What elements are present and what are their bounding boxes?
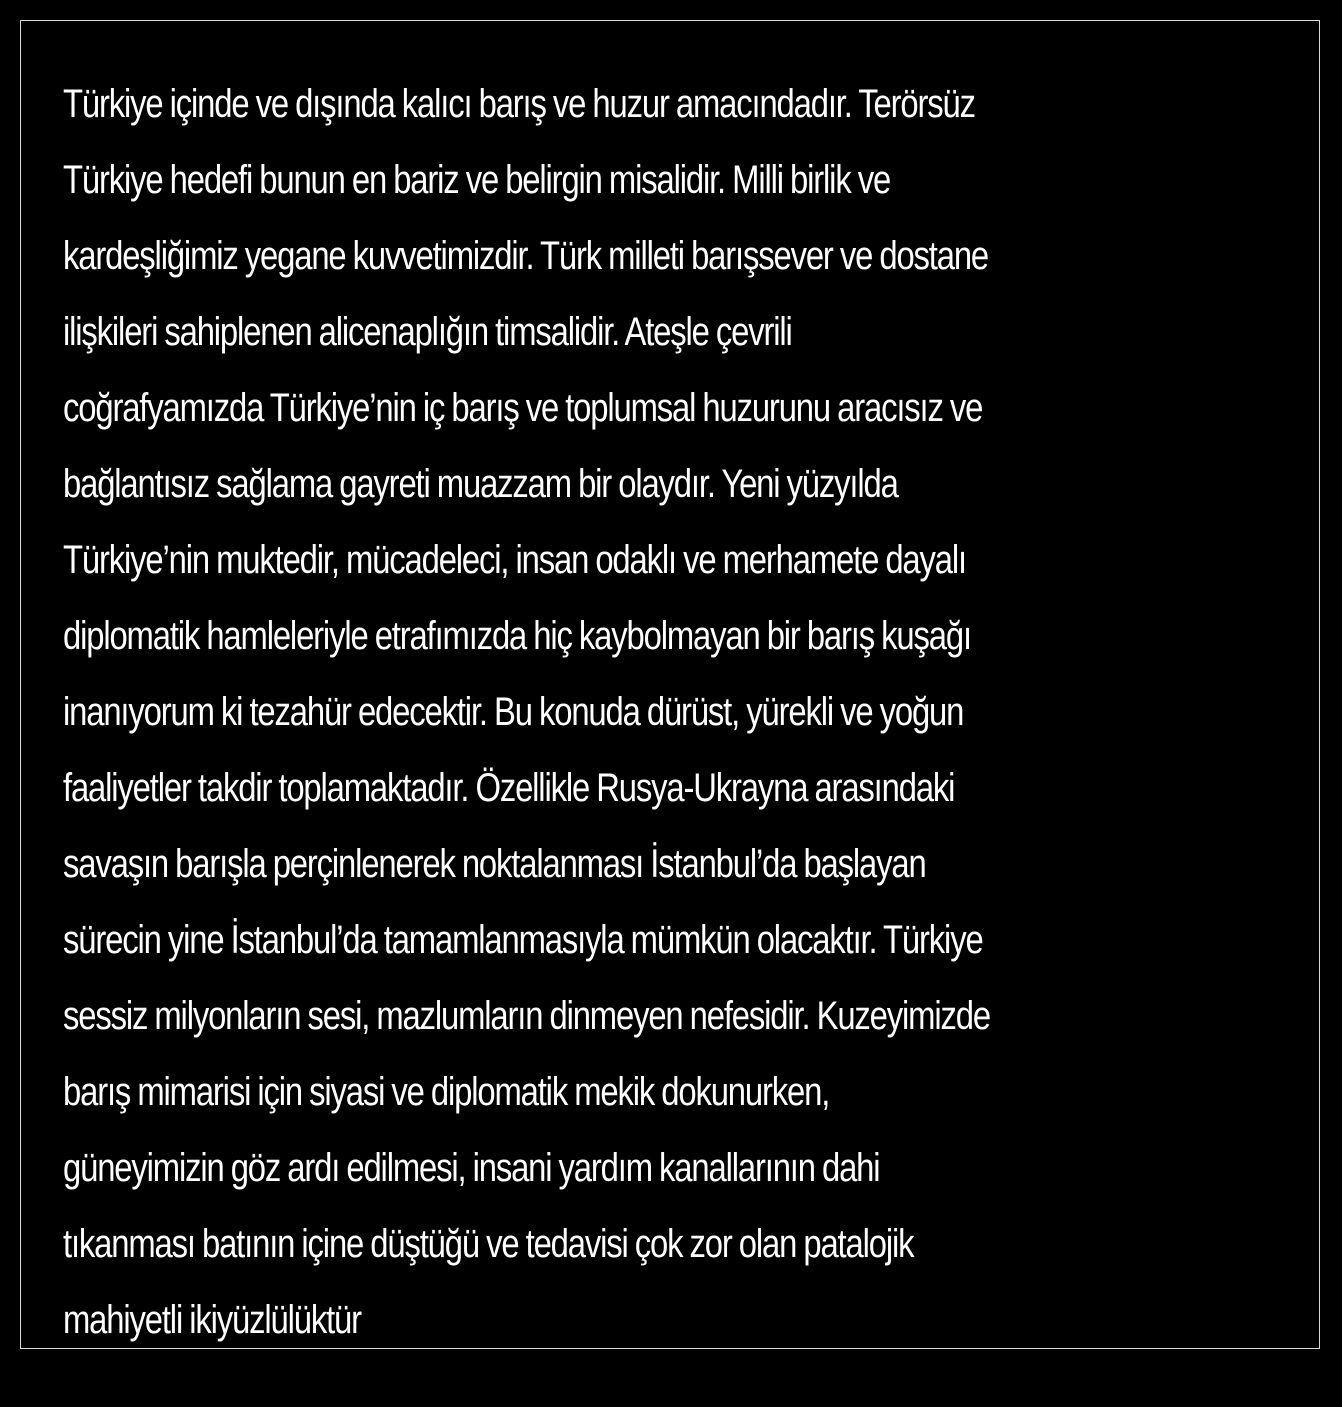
quote-line: Türkiye hedefi bunun en bariz ve belirgin misalidir. Milli birlik ve <box>63 158 891 202</box>
quote-line: inanıyorum ki tezahür edecektir. Bu konuda dürüst, yürekli ve yoğun <box>63 690 964 734</box>
quote-line: Türkiye içinde ve dışında kalıcı barış ve huzur amacındadır. Terörsüz <box>63 82 975 126</box>
quote-line: savaşın barışla perçinlenerek noktalanması İstanbul’da başlayan <box>63 842 926 886</box>
quote-line: tıkanması batının içine düştüğü ve tedavisi çok zor olan patalojik <box>63 1222 914 1266</box>
quote-line: sessiz milyonların sesi, mazlumların dinmeyen nefesidir. Kuzeyimizde <box>63 994 990 1038</box>
quote-line: bağlantısız sağlama gayreti muazzam bir olaydır. Yeni yüzyılda <box>63 462 898 506</box>
quote-line: diplomatik hamleleriyle etrafımızda hiç kaybolmayan bir barış kuşağı <box>63 614 971 658</box>
quote-line: mahiyetli ikiyüzlülüktür <box>63 1298 361 1342</box>
quote-line: coğrafyamızda Türkiye’nin iç barış ve toplumsal huzurunu aracısız ve <box>63 386 983 430</box>
quote-line: barış mimarisi için siyasi ve diplomatik mekik dokunurken, <box>63 1070 830 1114</box>
quote-line: ilişkileri sahiplenen alicenaplığın timsalidir. Ateşle çevrili <box>63 310 792 354</box>
quote-text <box>63 66 1088 1358</box>
quote-line: güneyimizin göz ardı edilmesi, insani yardım kanallarının dahi <box>63 1146 880 1190</box>
quote-line: kardeşliğimiz yegane kuvvetimizdir. Türk milleti barışsever ve dostane <box>63 234 989 278</box>
quote-line: Türkiye’nin muktedir, mücadeleci, insan odaklı ve merhamete dayalı <box>63 538 966 582</box>
quote-line: sürecin yine İstanbul’da tamamlanmasıyla mümkün olacaktır. Türkiye <box>63 918 983 962</box>
quote-line: faaliyetler takdir toplamaktadır. Özellikle Rusya-Ukrayna arasındaki <box>63 766 955 810</box>
